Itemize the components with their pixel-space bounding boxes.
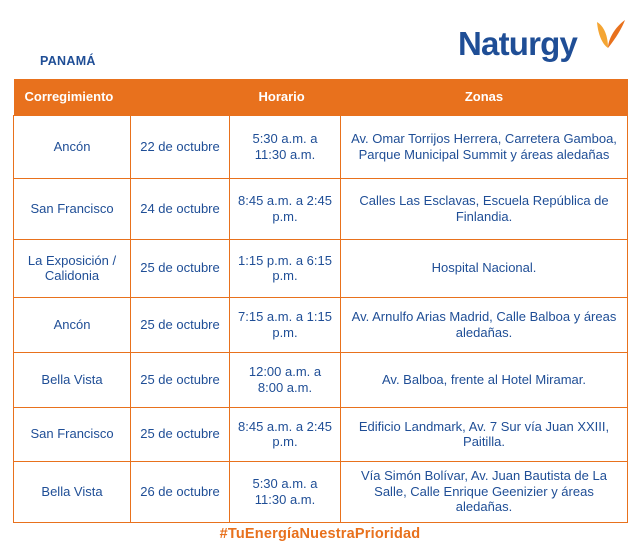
table-row bbox=[14, 461, 628, 522]
region-title: PANAMÁ bbox=[40, 54, 96, 68]
column-header-zonas: Zonas bbox=[341, 79, 628, 115]
cell-fecha: 25 de octubre bbox=[131, 352, 230, 407]
cell-horario: 12:00 a.m. a 8:00 a.m. bbox=[230, 352, 341, 407]
table-header-row bbox=[14, 79, 628, 115]
cell-zonas: Av. Arnulfo Arias Madrid, Calle Balboa y áreas aledañas. bbox=[341, 297, 628, 352]
table-row bbox=[14, 297, 628, 352]
cell-fecha: 26 de octubre bbox=[131, 461, 230, 522]
cell-corregimiento: La Exposición / Calidonia bbox=[14, 239, 131, 297]
cell-horario: 5:30 a.m. a 11:30 a.m. bbox=[230, 115, 341, 178]
cell-horario: 8:45 a.m. a 2:45 p.m. bbox=[230, 178, 341, 239]
table-row bbox=[14, 115, 628, 178]
cell-horario: 7:15 a.m. a 1:15 p.m. bbox=[230, 297, 341, 352]
cell-fecha: 25 de octubre bbox=[131, 239, 230, 297]
cell-corregimiento: Ancón bbox=[14, 297, 131, 352]
cell-fecha: 25 de octubre bbox=[131, 297, 230, 352]
naturgy-logo bbox=[458, 18, 628, 66]
cell-zonas: Av. Omar Torrijos Herrera, Carretera Gamboa, Parque Municipal Summit y áreas aledañas bbox=[341, 115, 628, 178]
cell-horario: 5:30 a.m. a 11:30 a.m. bbox=[230, 461, 341, 522]
cell-zonas: Calles Las Esclavas, Escuela República de Finlandia. bbox=[341, 178, 628, 239]
table-row bbox=[14, 239, 628, 297]
cell-fecha: 22 de octubre bbox=[131, 115, 230, 178]
cell-corregimiento: Ancón bbox=[14, 115, 131, 178]
cell-corregimiento: San Francisco bbox=[14, 178, 131, 239]
cell-corregimiento: Bella Vista bbox=[14, 461, 131, 522]
cell-corregimiento: Bella Vista bbox=[14, 352, 131, 407]
table-row bbox=[14, 178, 628, 239]
cell-horario: 8:45 a.m. a 2:45 p.m. bbox=[230, 407, 341, 461]
cell-zonas: Av. Balboa, frente al Hotel Miramar. bbox=[341, 352, 628, 407]
cell-horario: 1:15 p.m. a 6:15 p.m. bbox=[230, 239, 341, 297]
column-header-corregimiento: Corregimiento bbox=[14, 79, 131, 115]
column-header-horario: Horario bbox=[230, 79, 341, 115]
campaign-hashtag: #TuEnergíaNuestraPrioridad bbox=[219, 526, 421, 542]
table-row bbox=[14, 352, 628, 407]
outage-schedule-table bbox=[13, 79, 627, 523]
logo-wordmark: Naturgy bbox=[458, 25, 578, 62]
cell-fecha: 24 de octubre bbox=[131, 178, 230, 239]
cell-zonas: Edificio Landmark, Av. 7 Sur vía Juan XXIII, Paitilla. bbox=[341, 407, 628, 461]
table-row bbox=[14, 407, 628, 461]
cell-zonas: Hospital Nacional. bbox=[341, 239, 628, 297]
cell-corregimiento: San Francisco bbox=[14, 407, 131, 461]
naturgy-butterfly-logo-icon bbox=[594, 18, 628, 54]
column-header-fecha bbox=[131, 79, 230, 115]
cell-zonas: Vía Simón Bolívar, Av. Juan Bautista de La Salle, Calle Enrique Geenizier y áreas aledañas. bbox=[341, 461, 628, 522]
cell-fecha: 25 de octubre bbox=[131, 407, 230, 461]
